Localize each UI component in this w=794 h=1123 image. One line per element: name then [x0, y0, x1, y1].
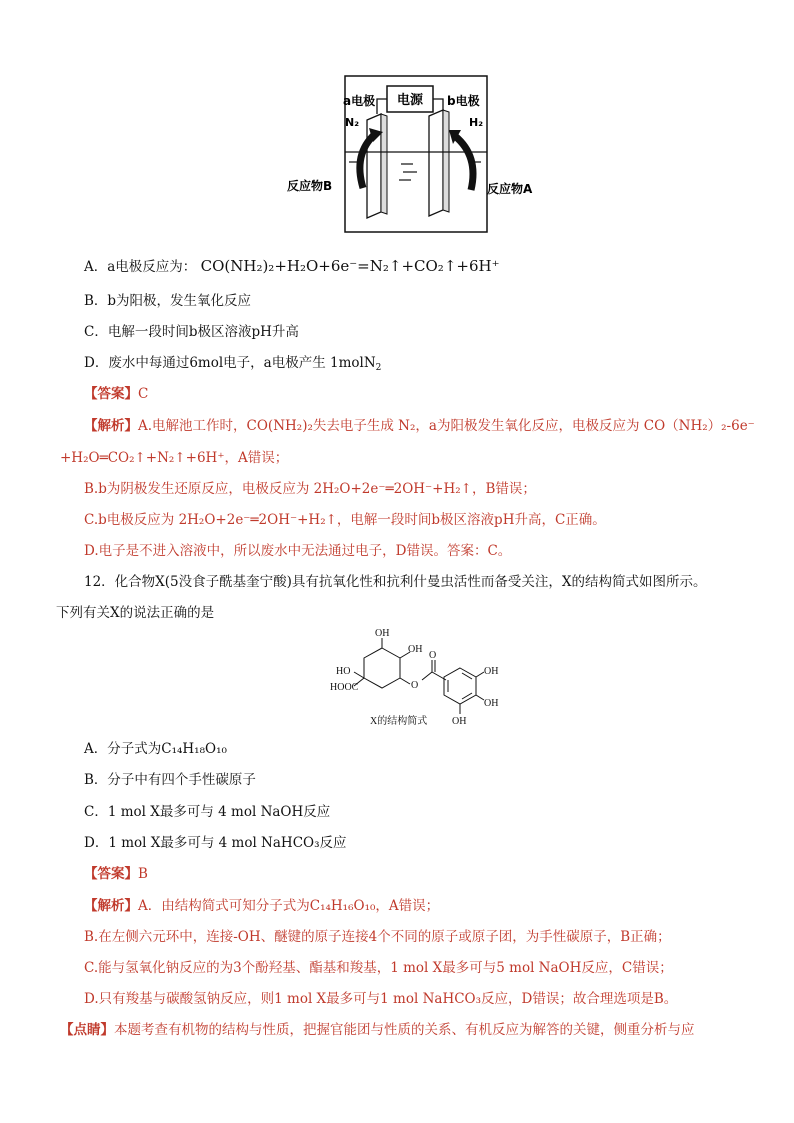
mol-hooc: HOOC: [330, 682, 359, 693]
q12-option-a-prefix: A．分子式为: [84, 741, 162, 757]
analysis-a-text: A．由结构简式可知分子式为C₁₄H₁₆O₁₀，A错误；: [138, 898, 440, 914]
q11-analysis-a-line2: +H₂O═CO₂↑+N₂↑+6H⁺，A错误；: [60, 450, 289, 466]
reactant-b-label: 反应物B: [287, 179, 333, 193]
a-electrode-label: a电极: [343, 94, 376, 108]
q11-option-c: C．电解一段时间b极区溶液pH升高: [84, 324, 299, 340]
q12-stem-line1: 12．化合物X(5没食子酰基奎宁酸)具有抗氧化性和抗利什曼虫活性而备受关注，X的结构简式如图所示。: [84, 574, 707, 590]
analysis-tag: 【解析】: [84, 418, 138, 434]
q11-analysis-b: B.b为阴极发生还原反应，电极反应为 2H₂O+2e⁻═2OH⁻+H₂↑，B错误；: [84, 481, 536, 497]
q12-analysis-a: [84, 896, 439, 916]
mol-oh-ring3: OH: [452, 716, 467, 727]
analysis-tag: 【解析】: [84, 898, 138, 914]
h2-label: H₂: [469, 116, 484, 129]
b-electrode-label: b电极: [447, 94, 480, 108]
q12-analysis-d: D.只有羧基与碳酸氢钠反应，则1 mol X最多可与1 mol NaHCO₃反应，D错误；故合理选项是B。: [84, 991, 678, 1007]
point-tag: 【点睛】: [60, 1022, 114, 1038]
q11-option-a: [84, 256, 500, 277]
answer-value: C: [138, 386, 149, 402]
q11-option-a-prefix: A．a电极反应为：: [84, 259, 197, 275]
mol-ho-left: HO: [336, 666, 351, 677]
answer-tag: 【答案】: [84, 386, 138, 402]
figure-caption: X的结构简式: [370, 716, 428, 727]
analysis-a-text: A.电解池工作时，CO(NH₂)₂失去电子生成 N₂，a为阳极发生氧化反应，电极反应为 CO（NH₂）₂-6e⁻: [138, 418, 755, 434]
reactant-a-label: 反应物A: [487, 182, 533, 196]
q12-option-a: [84, 739, 227, 759]
n2-label: N₂: [345, 116, 360, 129]
q12-option-a-formula: C₁₄H₁₈O₁₀: [161, 741, 227, 757]
electrolysis-diagram: [283, 72, 543, 237]
q11-option-b: B．b为阳极，发生氧化反应: [84, 293, 252, 309]
q11-option-d-text: D．废水中每通过6mol电子，a电极产生 1molN: [84, 355, 376, 371]
q11-analysis-c: C.b电极反应为 2H₂O+2e⁻═2OH⁻+H₂↑，电解一段时间b极区溶液pH升高，C正确。: [84, 512, 606, 528]
q12-point: [60, 1020, 695, 1040]
q12-analysis-b: B.在左侧六元环中，连接-OH、醚键的原子连接4个不同的原子或原子团，为手性碳原子，B正确；: [84, 929, 671, 945]
q11-option-a-equation: CO(NH₂)₂+H₂O+6e⁻=N₂↑+CO₂↑+6H⁺: [200, 257, 500, 275]
q11-option-d: D．废水中每通过6mol电子，a电极产生 1molN$_2$: [84, 355, 382, 373]
mol-oh-top: OH: [375, 628, 390, 639]
q12-answer: [84, 864, 148, 884]
q12-option-b: B．分子中有四个手性碳原子: [84, 772, 256, 788]
point-text: 本题考查有机物的结构与性质，把握官能团与性质的关系、有机反应为解答的关键，侧重分析与应: [114, 1022, 695, 1038]
answer-tag: 【答案】: [84, 866, 138, 882]
q12-option-c: C．1 mol X最多可与 4 mol NaOH反应: [84, 804, 331, 820]
mol-oh-ring1: OH: [484, 666, 499, 677]
power-label: 电源: [396, 93, 424, 108]
q12-option-d: D．1 mol X最多可与 4 mol NaHCO₃反应: [84, 835, 347, 851]
q11-answer: [84, 384, 148, 404]
q11-analysis-d: D.电子是不进入溶液中，所以废水中无法通过电子，D错误。答案：C。: [84, 543, 512, 559]
mol-ether-o: O: [411, 680, 419, 691]
q12-stem-line2: 下列有关X的说法正确的是: [56, 605, 215, 621]
mol-oh-mid: OH: [408, 644, 423, 655]
mol-oh-ring2: OH: [484, 698, 499, 709]
q11-analysis-a-line1: [84, 416, 755, 436]
mol-carbonyl-o: O: [429, 650, 437, 661]
answer-value: B: [138, 866, 148, 882]
q12-analysis-c: C.能与氢氧化钠反应的为3个酚羟基、酯基和羧基，1 mol X最多可与5 mol NaOH反应，C错误；: [84, 960, 673, 976]
